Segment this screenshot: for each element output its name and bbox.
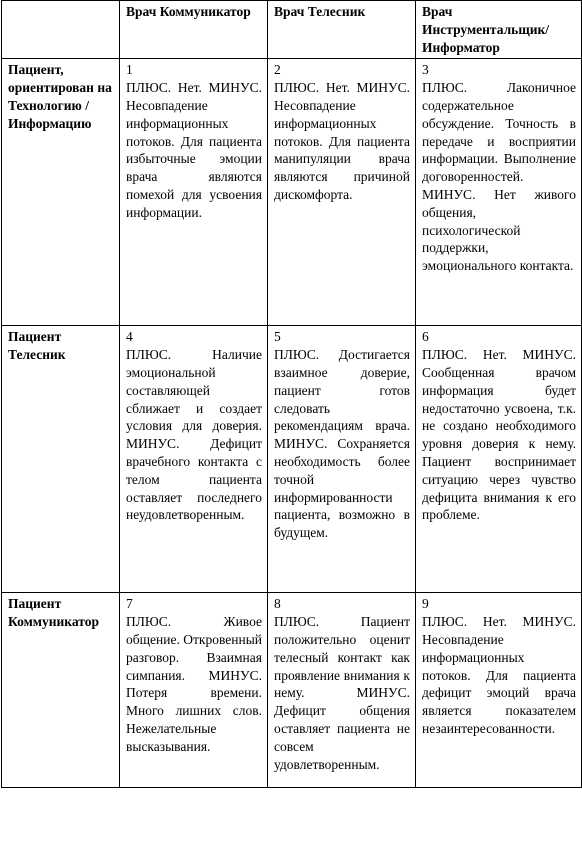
cell-text: ПЛЮС. Наличие эмоциональной составляющей сближает и создает условия для доверия. МИНУС. Дефицит врачебного контакта с телом пациента оставляет последнего неудовлетворенным. xyxy=(126,347,262,523)
table-cell xyxy=(268,59,416,326)
cell-text: ПЛЮС. Пациент положительно оценит телесный контакт как проявление внимания к нему. МИНУС. Дефицит общения оставляет пациента не совсем удовлетворенным. xyxy=(274,614,410,772)
row-header-technology: Пациент, ориентирован на Технологию / Информацию xyxy=(2,59,120,326)
column-header-body-oriented: Врач Телесник xyxy=(268,1,416,59)
column-header-instrumentalist: Врач Инструментальщик/ Информатор xyxy=(416,1,582,59)
cell-text: ПЛЮС. Живое общение. Откровенный разговор. Взаимная симпания. МИНУС. Потеря времени. Много лишних слов. Нежелательные высказывания. xyxy=(126,614,262,754)
table-cell xyxy=(268,593,416,788)
table-cell xyxy=(416,326,582,593)
cell-number: 1 xyxy=(126,62,133,78)
cell-number: 7 xyxy=(126,596,133,612)
cell-number: 2 xyxy=(274,62,281,78)
cell-text: ПЛЮС. Нет. МИНУС. Несовпадение информационных потоков. Для пациента манипуляции врача являются причиной дискомфорта. xyxy=(274,80,410,202)
cell-text: ПЛЮС. Достигается взаимное доверие, пациент готов следовать рекомендациям врача. МИНУС. Сохраняется необходимость более точной информированности пациента, возможно в будущем. xyxy=(274,347,410,541)
cell-number: 3 xyxy=(422,62,429,78)
column-header-communicator: Врач Коммуникатор xyxy=(120,1,268,59)
table-cell xyxy=(120,326,268,593)
cell-text: ПЛЮС. Нет. МИНУС. Несовпадение информационных потоков. Для пациента избыточные эмоции врача являются помехой для усвоения информации. xyxy=(126,80,262,220)
cell-number: 8 xyxy=(274,596,281,612)
row-header-body-oriented: Пациент Телесник xyxy=(2,326,120,593)
table-row xyxy=(2,59,582,326)
cell-number: 4 xyxy=(126,329,133,345)
table-cell xyxy=(120,593,268,788)
table-row xyxy=(2,326,582,593)
cell-text: ПЛЮС. Лаконичное содержательное обсуждение. Точность в передаче и восприятии информации. Выполнение договоренностей. МИНУС. Нет живого общения, психологической поддержки, эмоционального контакта. xyxy=(422,80,576,274)
cell-number: 5 xyxy=(274,329,281,345)
table-cell xyxy=(120,59,268,326)
cell-number: 6 xyxy=(422,329,429,345)
corner-cell xyxy=(2,1,120,59)
table-row xyxy=(2,593,582,788)
table-cell xyxy=(268,326,416,593)
cell-number: 9 xyxy=(422,596,429,612)
cell-text: ПЛЮС. Нет. МИНУС. Несовпадение информационных потоков. Для пациента дефицит эмоций врача является показателем незаинтересованности. xyxy=(422,614,576,736)
comparison-table xyxy=(1,0,582,788)
table-header-row xyxy=(2,1,582,59)
cell-text: ПЛЮС. Нет. МИНУС. Сообщенная врачом информация будет недостаточно усвоена, т.к. не создано необходимого уровня доверия к нему. Пациент воспринимает ситуацию через чувство дефицита внимания к его проблеме. xyxy=(422,347,576,523)
table-cell xyxy=(416,59,582,326)
row-header-communicator: Пациент Коммуникатор xyxy=(2,593,120,788)
table-cell xyxy=(416,593,582,788)
